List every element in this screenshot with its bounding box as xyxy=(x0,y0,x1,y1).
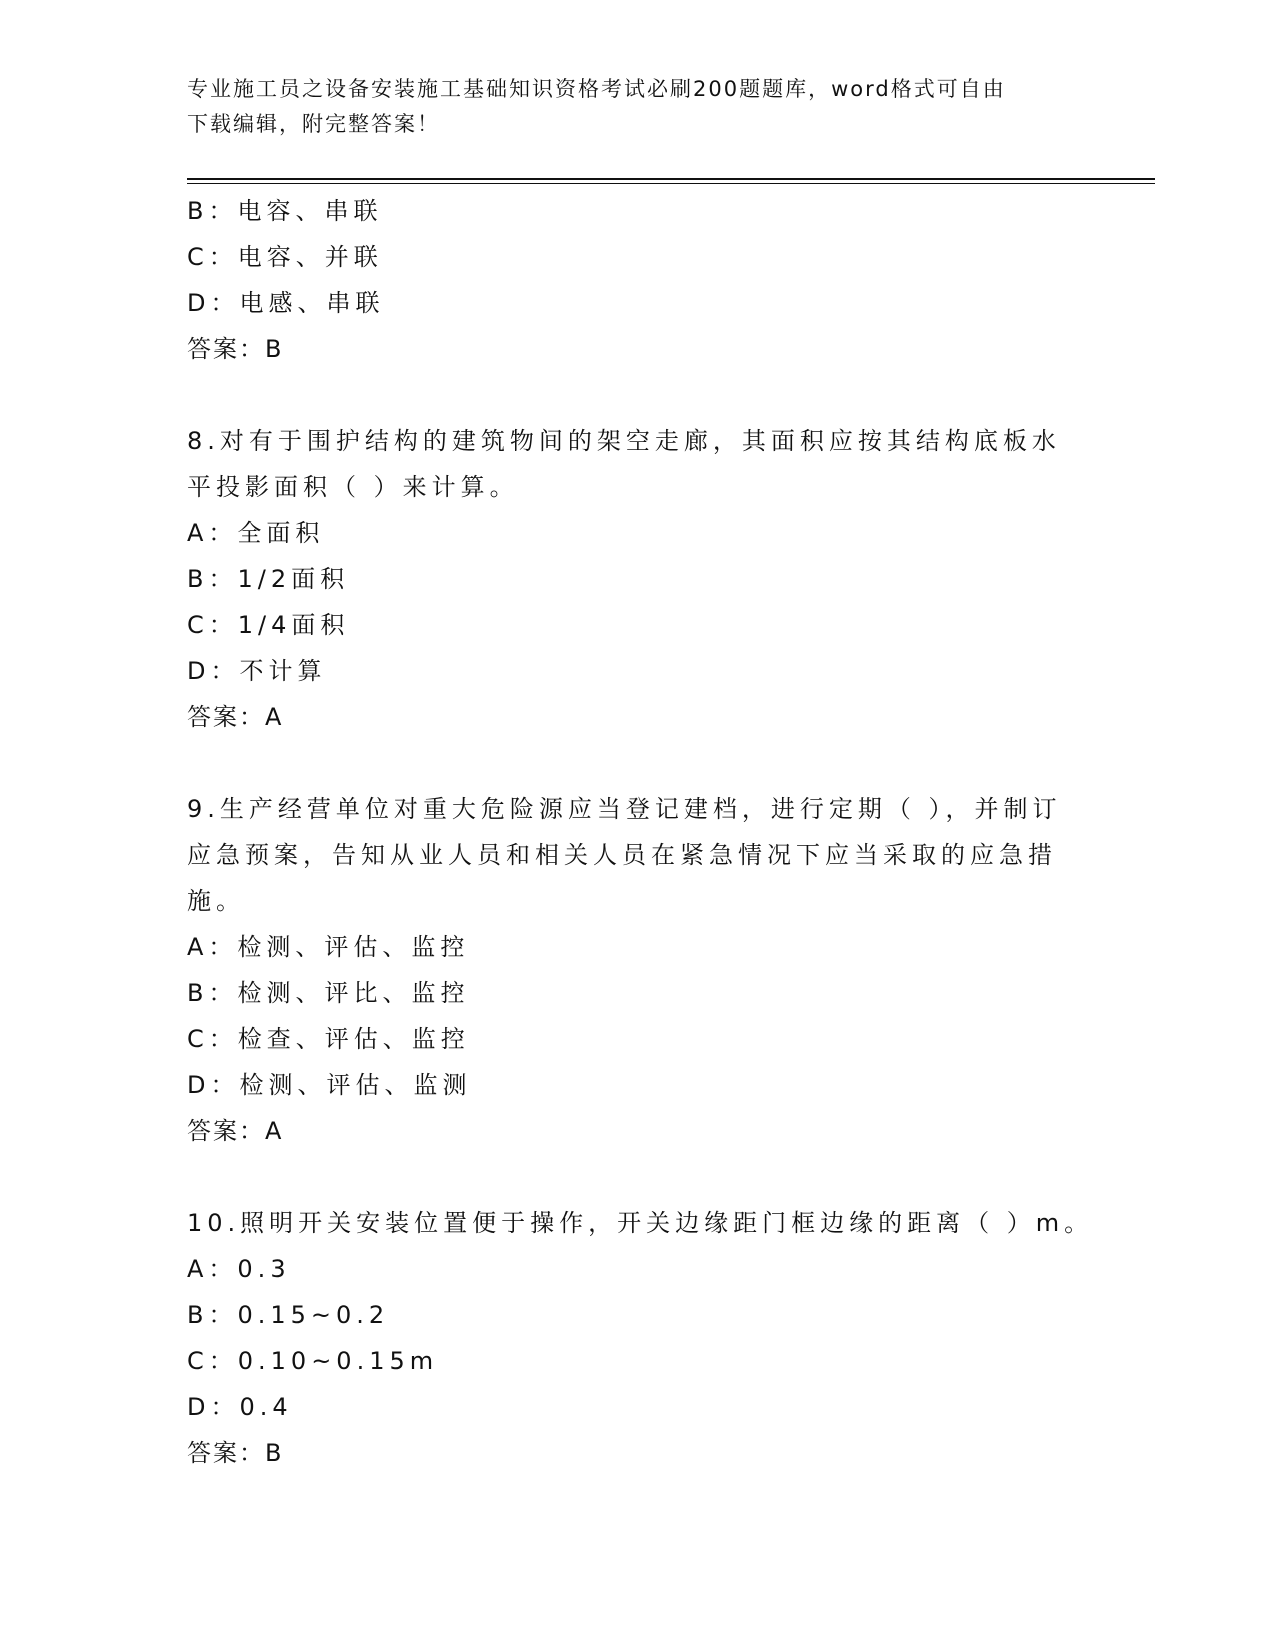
question-list xyxy=(187,188,1094,1476)
header-line: 专业施工员之设备安装施工基础知识资格考试必刷200题题库，word格式可自由 xyxy=(187,77,1006,101)
answer-line: 答案：A xyxy=(187,703,284,731)
option-a: A：全面积 xyxy=(187,519,325,547)
option-d: D：不计算 xyxy=(187,657,327,685)
answer-line: 答案：A xyxy=(187,1117,284,1145)
answer-line: 答案：B xyxy=(187,335,284,363)
question-text: 9.生产经营单位对重大危险源应当登记建档，进行定期（ ），并制订 xyxy=(187,795,1062,823)
header-divider xyxy=(187,178,1155,180)
option-c: C：1/4面积 xyxy=(187,611,350,639)
option-b: B：1/2面积 xyxy=(187,565,350,593)
option-b: B：检测、评比、监控 xyxy=(187,979,470,1007)
option-a: A：0.3 xyxy=(187,1255,291,1283)
option-d: D：0.4 xyxy=(187,1393,293,1421)
spacer xyxy=(187,372,1087,418)
question-item xyxy=(187,786,1087,1154)
question-text: 8.对有于围护结构的建筑物间的架空走廊，其面积应按其结构底板水 xyxy=(187,427,1061,455)
option-a: A：检测、评估、监控 xyxy=(187,933,470,961)
option-b: B：电容、串联 xyxy=(187,197,383,225)
document-header xyxy=(187,72,1087,142)
question-item xyxy=(187,188,1087,372)
option-c: C：检查、评估、监控 xyxy=(187,1025,470,1053)
option-d: D：检测、评估、监测 xyxy=(187,1071,472,1099)
header-line: 下载编辑，附完整答案！ xyxy=(187,112,440,136)
option-d: D：电感、串联 xyxy=(187,289,385,317)
question-text: 施。 xyxy=(187,887,245,915)
question-text: 应急预案，告知从业人员和相关人员在紧急情况下应当采取的应急措 xyxy=(187,841,1057,869)
option-b: B：0.15~0.2 xyxy=(187,1301,390,1329)
question-item xyxy=(187,1200,1094,1476)
question-text: 10.照明开关安装位置便于操作，开关边缘距门框边缘的距离（ ）m。 xyxy=(187,1209,1094,1237)
question-text: 平投影面积（ ）来计算。 xyxy=(187,473,519,501)
header-divider xyxy=(187,183,1155,184)
option-c: C：电容、并联 xyxy=(187,243,383,271)
answer-line: 答案：B xyxy=(187,1439,284,1467)
spacer xyxy=(187,1154,1087,1200)
spacer xyxy=(187,740,1087,786)
question-item xyxy=(187,418,1087,740)
option-c: C：0.10~0.15m xyxy=(187,1347,439,1375)
